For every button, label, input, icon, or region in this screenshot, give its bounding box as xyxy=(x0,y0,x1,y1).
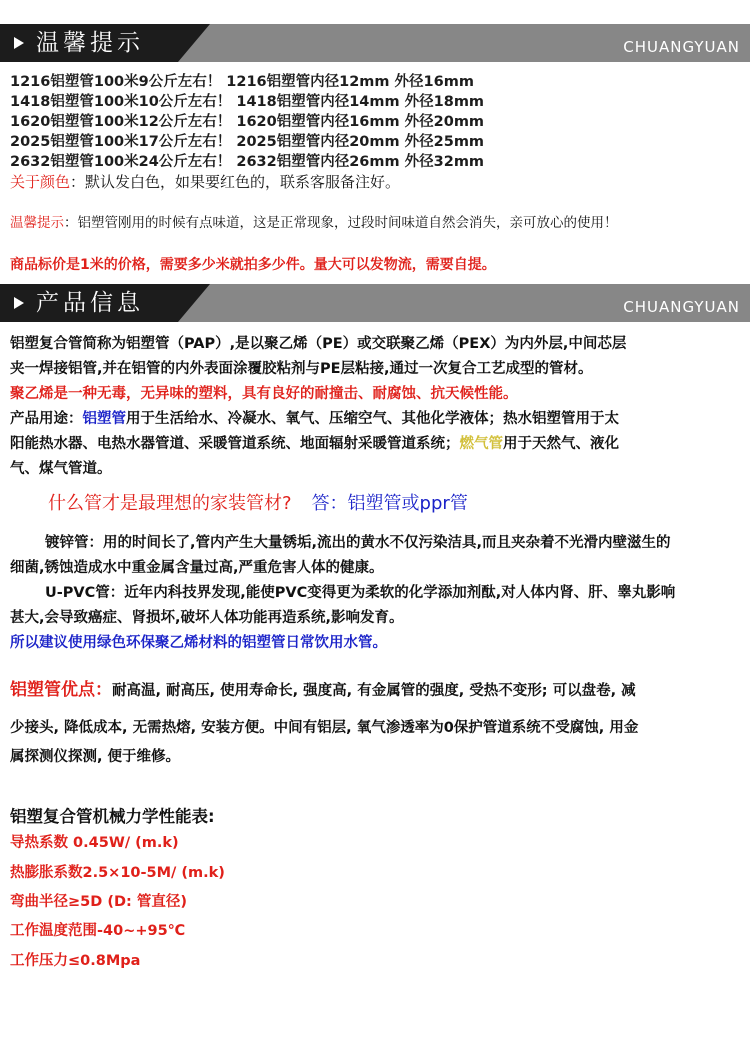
usage-highlight-pap: 铝塑管 xyxy=(82,411,126,427)
advise-line: 所以建议使用绿色环保聚乙烯材料的铝塑管日常饮用水管。 xyxy=(10,635,387,651)
product-info-banner xyxy=(0,284,750,322)
intro-line: 铝塑复合管简称为铝塑管（PAP）,是以聚乙烯（PE）或交联聚乙烯（PEX）为内外层,中间芯层 xyxy=(10,336,627,352)
usage-line-2 xyxy=(10,432,619,457)
mechanics-item: 弯曲半径≥5D (D: 管直径) xyxy=(10,894,187,910)
mechanics-item: 工作压力≤0.8Mpa xyxy=(10,953,141,969)
tips-banner-title: 温馨提示 xyxy=(36,30,144,56)
usage-text: 阳能热水器、电热水器管道、采暖管道系统、地面辐射采暖管道系统； xyxy=(10,436,460,452)
play-arrow-icon xyxy=(14,297,24,309)
advantages-line-2: 少接头, 降低成本, 无需热熔, 安装方便。中间有铝层, 氧气渗透率为0保护管道系统不受腐蚀, 用金 xyxy=(10,720,639,736)
qa-question: 什么管才是最理想的家装管材? xyxy=(48,493,292,514)
smell-note xyxy=(10,214,618,233)
advantages-label: 铝塑管优点： xyxy=(10,680,112,700)
mechanics-item: 工作温度范围-40~+95℃ xyxy=(10,923,186,939)
usage-line-1 xyxy=(10,407,619,432)
advantages-text: 耐高温, 耐高压, 使用寿命长, 强度高, 有金属管的强度, 受热不变形; 可以盘卷, 减 xyxy=(112,683,636,699)
mechanics-item: 热膨胀系数2.5×10-5M/ (m.k) xyxy=(10,865,225,881)
spec-line: 1216铝塑管100米9公斤左右！ 1216铝塑管内径12mm 外径16mm xyxy=(10,74,474,90)
smell-note-label: 温馨提示 xyxy=(10,215,64,231)
mechanics-title: 铝塑复合管机械力学性能表: xyxy=(10,807,215,826)
pe-note: 聚乙烯是一种无毒，无异味的塑料，具有良好的耐撞击、耐腐蚀、抗天候性能。 xyxy=(10,386,518,402)
usage-highlight-gas: 燃气管 xyxy=(459,436,503,452)
advantages-line-3: 属探测仪探测, 便于维修。 xyxy=(10,749,181,765)
spec-line: 1620铝塑管100米12公斤左右！ 1620铝塑管内径16mm 外径20mm xyxy=(10,114,485,130)
play-arrow-icon xyxy=(14,37,24,49)
mechanics-item: 导热系数 0.45W/ (m.k) xyxy=(10,835,179,851)
color-note-label: 关于颜色 xyxy=(10,173,71,191)
galvanized-line-1: 镀锌管：用的时间长了,管内产生大量锈垢,流出的黄水不仅污染洁具,而且夹杂着不光滑内壁滋生的 xyxy=(45,535,671,551)
spec-line: 1418铝塑管100米10公斤左右！ 1418铝塑管内径14mm 外径18mm xyxy=(10,94,485,110)
upvc-line-1: U-PVC管：近年内科技界发现,能使PVC变得更为柔软的化学添加剂酞,对人体内肾、肝、睾丸影响 xyxy=(45,585,676,601)
usage-line-3: 气、煤气管道。 xyxy=(10,461,112,477)
qa-line xyxy=(48,492,468,516)
galvanized-line-2: 细菌,锈蚀造成水中重金属含量过高,严重危害人体的健康。 xyxy=(10,560,384,576)
usage-text: 用于生活给水、冷凝水、氧气、压缩空气、其他化学液体；热水铝塑管用于太 xyxy=(126,411,619,427)
price-note: 商品标价是1米的价格，需要多少米就拍多少件。量大可以发物流，需要自提。 xyxy=(10,257,496,273)
spec-line: 2632铝塑管100米24公斤左右！ 2632铝塑管内径26mm 外径32mm xyxy=(10,154,485,170)
tips-banner xyxy=(0,24,750,62)
spec-line: 2025铝塑管100米17公斤左右！ 2025铝塑管内径20mm 外径25mm xyxy=(10,134,485,150)
color-note xyxy=(10,173,400,192)
qa-answer: 答：铝塑管或ppr管 xyxy=(311,493,468,514)
color-note-text: ：默认发白色，如果要红色的，联系客服备注好。 xyxy=(70,173,401,191)
intro-line: 夹一焊接铝管,并在铝管的内外表面涂覆胶粘剂与PE层粘接,通过一次复合工艺成型的管材。 xyxy=(10,361,593,377)
brand-label: CHUANGYUAN xyxy=(623,298,740,316)
usage-prefix: 产品用途： xyxy=(10,411,83,427)
usage-text: 用于天然气、液化 xyxy=(503,436,619,452)
brand-label: CHUANGYUAN xyxy=(623,38,740,56)
upvc-line-2: 甚大,会导致癌症、肾损坏,破坏人体功能再造系统,影响发育。 xyxy=(10,610,404,626)
smell-note-text: ：铝塑管刚用的时候有点味道，这是正常现象，过段时间味道自然会消失，亲可放心的使用！ xyxy=(64,215,618,231)
advantages-line-1 xyxy=(10,675,636,706)
product-info-title: 产品信息 xyxy=(36,290,144,316)
